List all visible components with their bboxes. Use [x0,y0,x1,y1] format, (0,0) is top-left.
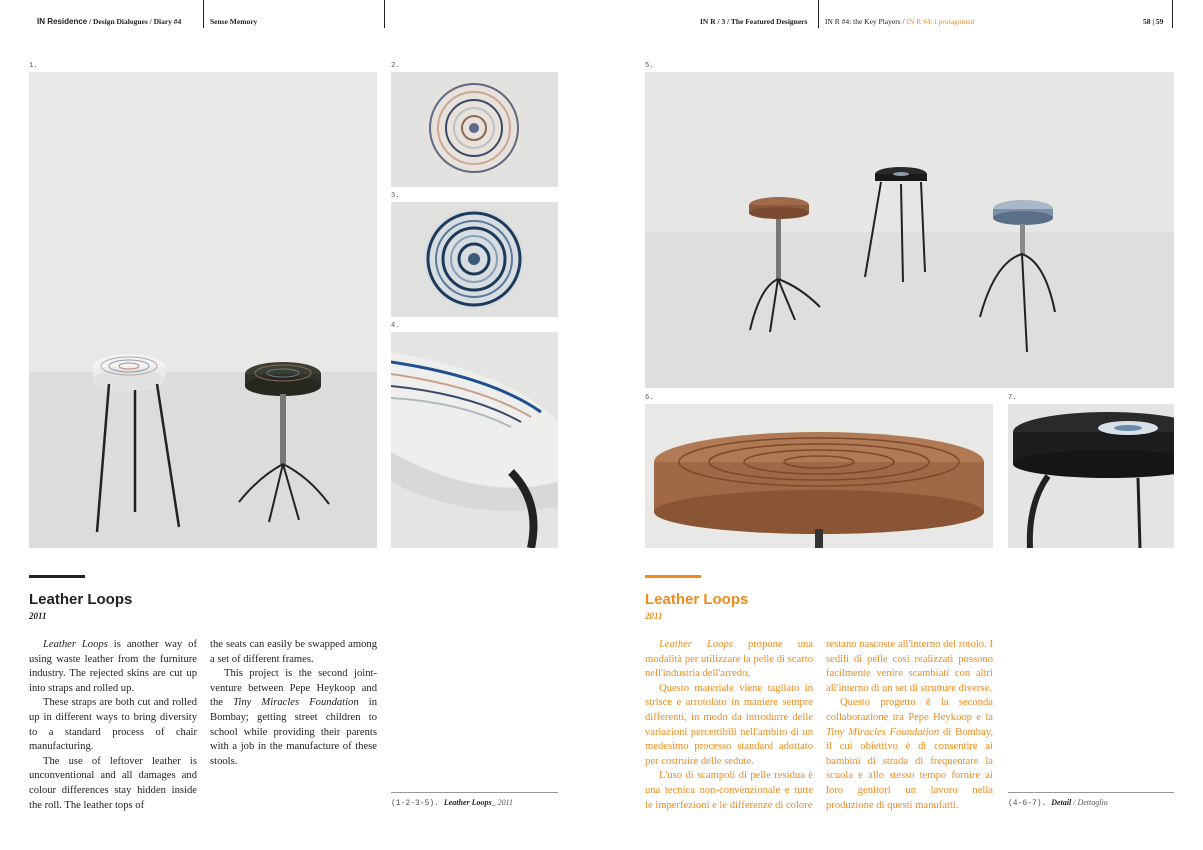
header-left-brand: IN Residence [37,17,88,26]
header-divider [1172,0,1173,28]
caption-english: (1-2-3-5). Leather Loops_ 2011 [391,798,514,808]
photo-two-stools [29,72,377,548]
article-year: 2011 [29,611,47,621]
english-column-2: the seats can easily be swapped among a set of different frames. This project is the second joint-venture between Pepe Heykoop and the Tiny Miracles Foundation in Bombay; getting street children to school while providing their parents with a job in the manufacture of these stools. [210,639,377,767]
figure-number: 7. [1008,394,1017,402]
header-left-path: / Design Dialogues / Diary #4 [89,17,182,26]
title-rule [29,575,85,578]
caption-rule [391,792,558,793]
figure-number: 3. [391,192,400,200]
figure-number: 4. [391,322,400,330]
header-key-players: IN R #4: the Key Players / IN R #4: i protagonisti [825,17,975,26]
photo-seat-detail-white [391,332,558,548]
english-column-1: Leather Loops is another way of using waste leather from the furniture industry. The rejected skins are cut up into straps and rolled up. These straps are both cut and rolled up in different ways to bring diversity to a standard process of chair manufacturing. The use of leftover leather is unconventional and all damages and colour differences stay hidden inside the roll. The leather tops of [29,639,197,811]
italian-column-1: Leather Loops propone una modalità per utilizzare la pelle di scarto nell'industria dell'arredo. Questo materiale viene tagliato in strisce e arrotolato in maniere sempre differenti, in modo da introdurre delle variazioni percettibili nell'ambito di un medesimo processo standard adottato per costruire delle sedute. L'uso di scampoli di pelle residua è una tecnica non-convenzionale e tutte le imperfezioni e le differenze di colore [645,639,813,811]
figure-number: 2. [391,62,400,70]
photo-seat-top-light [391,72,558,187]
figure-number: 1. [29,62,38,70]
italian-column-2: restano nascoste all'interno del rotolo. I sedili di pelle così realizzati possono facilmente venire scambiati con altri all'interno di un set di strutture diverse. Questo progetto è la seconda collaborazione tra Pepe Heykoop e la Tiny Miracles Foundation di Bombay, il cui obiettivo è di consentire ai bambini di strada di frequentare la scuola e allo stesso tempo fornire ai loro genitori un lavoro nella produzione di questi manufatti. [826,639,993,811]
photo-three-stools [645,72,1174,388]
photo-seat-detail-black [1008,404,1174,548]
header-page-numbers: 58 | 59 [1143,17,1164,26]
caption-rule [1008,792,1174,793]
header-right-path: IN R / 3 / The Featured Designers [700,17,808,26]
figure-number: 5. [645,62,654,70]
header-section: Sense Memory [210,17,258,26]
photo-seat-detail-brown [645,404,993,548]
figure-number: 6. [645,394,654,402]
caption-italian: (4-6-7). Detail / Dettaglio [1008,798,1108,808]
article-title-it: Leather Loops [645,591,749,608]
title-rule [645,575,701,578]
article-title: Leather Loops [29,591,133,608]
header-divider [384,0,385,28]
photo-seat-top-blue [391,202,558,317]
header-divider [818,0,819,28]
article-year-it: 2011 [645,611,663,621]
header-divider [203,0,204,28]
